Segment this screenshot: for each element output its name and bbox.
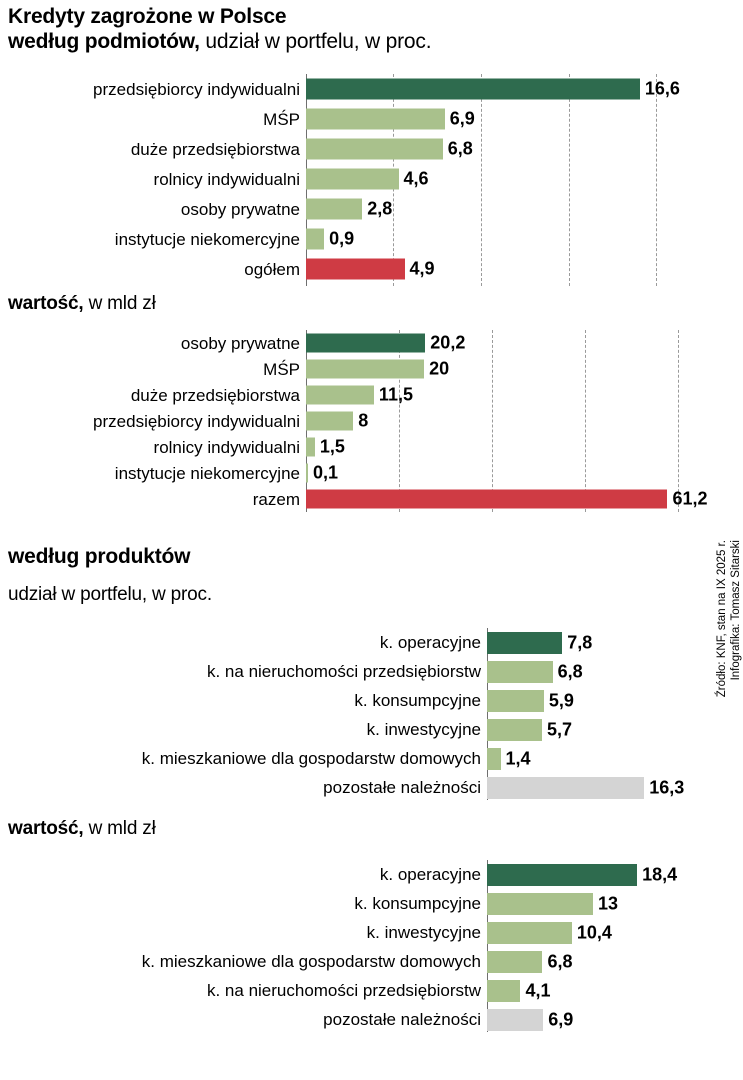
bar bbox=[487, 661, 553, 683]
chart-row bbox=[0, 657, 676, 686]
bar-label: k. na nieruchomości przedsiębiorstw bbox=[206, 662, 481, 681]
bar-label: k. mieszkaniowe dla gospodarstw domowych bbox=[141, 749, 481, 768]
title-line-1: Kredyty zagrożone w Polsce bbox=[8, 5, 287, 28]
bar-track bbox=[487, 1005, 676, 1034]
bar bbox=[306, 229, 324, 250]
chart-row bbox=[8, 460, 668, 486]
chart-podmioty-wartosc bbox=[8, 330, 708, 512]
chart-row bbox=[0, 686, 676, 715]
bar-track bbox=[487, 744, 676, 773]
bar bbox=[306, 334, 425, 353]
bar bbox=[306, 79, 640, 100]
bar-value-label: 6,9 bbox=[449, 108, 475, 129]
chart-row bbox=[8, 134, 668, 164]
source-note bbox=[715, 540, 743, 770]
bar-value-label: 4,1 bbox=[525, 980, 551, 1000]
bar bbox=[306, 438, 315, 457]
chart-row bbox=[0, 773, 685, 802]
bar bbox=[487, 719, 542, 741]
bar-value-label: 20,2 bbox=[430, 332, 466, 353]
bar-track bbox=[306, 104, 668, 134]
chart-row bbox=[0, 744, 676, 773]
bar bbox=[487, 951, 542, 973]
bar-value-label: 6,8 bbox=[547, 951, 573, 971]
chart-row bbox=[8, 104, 668, 134]
bar-value-label: 4,6 bbox=[403, 168, 429, 189]
bar-value-label: 2,8 bbox=[367, 198, 393, 219]
bar-label: duże przedsiębiorstwa bbox=[130, 385, 300, 405]
bar-label: MŚP bbox=[263, 359, 300, 379]
section-title-wartosc-2 bbox=[8, 818, 156, 840]
bar-label: osoby prywatne bbox=[180, 333, 300, 353]
section-title-wartosc-2-bold: wartość, bbox=[8, 818, 84, 839]
bar bbox=[306, 490, 667, 509]
section-title-wartosc-1 bbox=[8, 293, 156, 315]
bar-track bbox=[306, 356, 668, 382]
bar-label: pozostałe należności bbox=[323, 1010, 481, 1029]
bar-value-label: 8 bbox=[358, 410, 369, 431]
bar-value-label: 61,2 bbox=[672, 488, 708, 509]
bar-value-label: 1,4 bbox=[505, 748, 531, 768]
chart-row bbox=[8, 194, 668, 224]
chart-produkty-wartosc bbox=[0, 860, 676, 1032]
bar-label: instytucje niekomercyjne bbox=[114, 463, 300, 483]
chart-row bbox=[8, 254, 668, 284]
bar-value-label: 10,4 bbox=[576, 922, 612, 942]
bar-track bbox=[487, 889, 676, 918]
bar-label: przedsiębiorcy indywidualni bbox=[93, 411, 300, 431]
bar-track bbox=[306, 164, 668, 194]
bar-value-label: 6,8 bbox=[447, 138, 473, 159]
chart-podmioty-udzial bbox=[8, 74, 680, 286]
chart-row bbox=[0, 860, 676, 889]
bar-track bbox=[306, 460, 668, 486]
bar-track bbox=[487, 686, 676, 715]
bar-track bbox=[487, 628, 676, 657]
chart-row bbox=[8, 74, 680, 104]
bar-value-label: 1,5 bbox=[319, 436, 345, 457]
bar bbox=[487, 922, 572, 944]
bar-label: pozostałe należności bbox=[323, 778, 481, 797]
bar-value-label: 6,9 bbox=[548, 1009, 574, 1029]
bar bbox=[487, 748, 501, 770]
chart-row bbox=[8, 486, 708, 512]
chart-row bbox=[0, 976, 676, 1005]
bar-track bbox=[306, 330, 668, 356]
section-title-wartosc-2-rest: w mld zł bbox=[83, 818, 156, 839]
chart-row bbox=[0, 1005, 676, 1034]
bar-value-label: 16,3 bbox=[649, 777, 685, 797]
bar-track bbox=[487, 715, 676, 744]
chart-row bbox=[8, 382, 668, 408]
chart-row bbox=[8, 356, 668, 382]
title-line-2-rest: udział w portfelu, w proc. bbox=[199, 30, 432, 53]
bar-value-label: 16,6 bbox=[644, 78, 680, 99]
bar-label: ogółem bbox=[244, 259, 300, 279]
source-line-1: Źródło: KNF, stan na IX 2025 r. bbox=[716, 540, 728, 698]
section-title-wartosc-1-rest: w mld zł bbox=[83, 293, 156, 314]
bar-track bbox=[306, 194, 668, 224]
chart-row bbox=[0, 947, 676, 976]
bar-value-label: 13 bbox=[598, 893, 619, 913]
bar-track bbox=[306, 486, 708, 512]
bar-label: osoby prywatne bbox=[180, 199, 300, 219]
title-line-2-bold: według podmiotów, bbox=[8, 30, 200, 53]
title-line-2 bbox=[8, 29, 668, 55]
gridline bbox=[678, 330, 680, 512]
bar-track bbox=[306, 254, 668, 284]
bar-label: instytucje niekomercyjne bbox=[114, 229, 300, 249]
bar-track bbox=[487, 976, 676, 1005]
bar-label: k. mieszkaniowe dla gospodarstw domowych bbox=[141, 952, 481, 971]
bar-label: k. inwestycyjne bbox=[366, 923, 481, 942]
bar-value-label: 4,9 bbox=[409, 258, 435, 279]
bar bbox=[487, 777, 644, 799]
bar-label: k. operacyjne bbox=[379, 865, 481, 884]
bar-label: k. konsumpcyjne bbox=[354, 691, 481, 710]
section-title-produkty: według produktów bbox=[8, 545, 191, 568]
chart-row bbox=[0, 715, 676, 744]
bar-label: k. operacyjne bbox=[379, 633, 481, 652]
page-title bbox=[8, 4, 668, 55]
bar-label: k. na nieruchomości przedsiębiorstw bbox=[206, 981, 481, 1000]
chart-row bbox=[8, 408, 668, 434]
bar-value-label: 0,1 bbox=[313, 462, 339, 483]
bar-track bbox=[487, 918, 676, 947]
chart-row bbox=[8, 330, 668, 356]
bar-value-label: 18,4 bbox=[642, 864, 678, 884]
bar-label: k. inwestycyjne bbox=[366, 720, 481, 739]
bar-track bbox=[306, 434, 668, 460]
section-subtitle-produkty: udział w portfelu, w proc. bbox=[8, 584, 212, 605]
bar-track bbox=[306, 224, 668, 254]
chart-produkty-udzial bbox=[0, 628, 685, 800]
bar-label: rolnicy indywidualni bbox=[153, 437, 300, 457]
chart-row bbox=[0, 889, 676, 918]
bar-track bbox=[487, 860, 676, 889]
bar bbox=[306, 412, 353, 431]
section-title-wartosc-1-bold: wartość, bbox=[8, 293, 84, 314]
bar bbox=[487, 980, 520, 1002]
bar-track bbox=[487, 947, 676, 976]
bar-label: duże przedsiębiorstwa bbox=[130, 139, 300, 159]
bar-track bbox=[487, 657, 676, 686]
bar-value-label: 5,9 bbox=[548, 690, 574, 710]
bar bbox=[487, 864, 637, 886]
chart-row bbox=[8, 224, 668, 254]
bar bbox=[487, 893, 593, 915]
chart-row bbox=[8, 164, 668, 194]
bar bbox=[306, 199, 362, 220]
bar-value-label: 20 bbox=[429, 358, 450, 379]
bar-value-label: 5,7 bbox=[546, 719, 573, 739]
chart-row bbox=[0, 918, 676, 947]
bar bbox=[306, 360, 424, 379]
bar-label: przedsiębiorcy indywidualni bbox=[93, 79, 300, 99]
bar-track bbox=[306, 382, 668, 408]
bar bbox=[306, 139, 443, 160]
chart-row bbox=[0, 628, 676, 657]
bar-value-label: 7,8 bbox=[567, 632, 593, 652]
bar bbox=[306, 169, 399, 190]
bar-label: rolnicy indywidualni bbox=[153, 169, 300, 189]
bar-label: MŚP bbox=[263, 109, 300, 129]
bar-label: razem bbox=[252, 489, 300, 509]
bar-track bbox=[306, 134, 668, 164]
bar bbox=[306, 259, 405, 280]
bar bbox=[487, 690, 544, 712]
bar-value-label: 11,5 bbox=[378, 384, 413, 405]
bar-track bbox=[306, 408, 668, 434]
bar-label: k. konsumpcyjne bbox=[354, 894, 481, 913]
bar-value-label: 6,8 bbox=[557, 661, 583, 681]
bar bbox=[306, 386, 374, 405]
bar bbox=[306, 109, 445, 130]
source-line-2: Infografika: Tomasz Sitarski bbox=[730, 540, 742, 681]
chart-row bbox=[8, 434, 668, 460]
bar-value-label: 0,9 bbox=[329, 228, 355, 249]
bar bbox=[487, 1009, 543, 1031]
bar-track bbox=[306, 74, 680, 104]
bar-track bbox=[487, 773, 685, 802]
bar bbox=[487, 632, 562, 654]
